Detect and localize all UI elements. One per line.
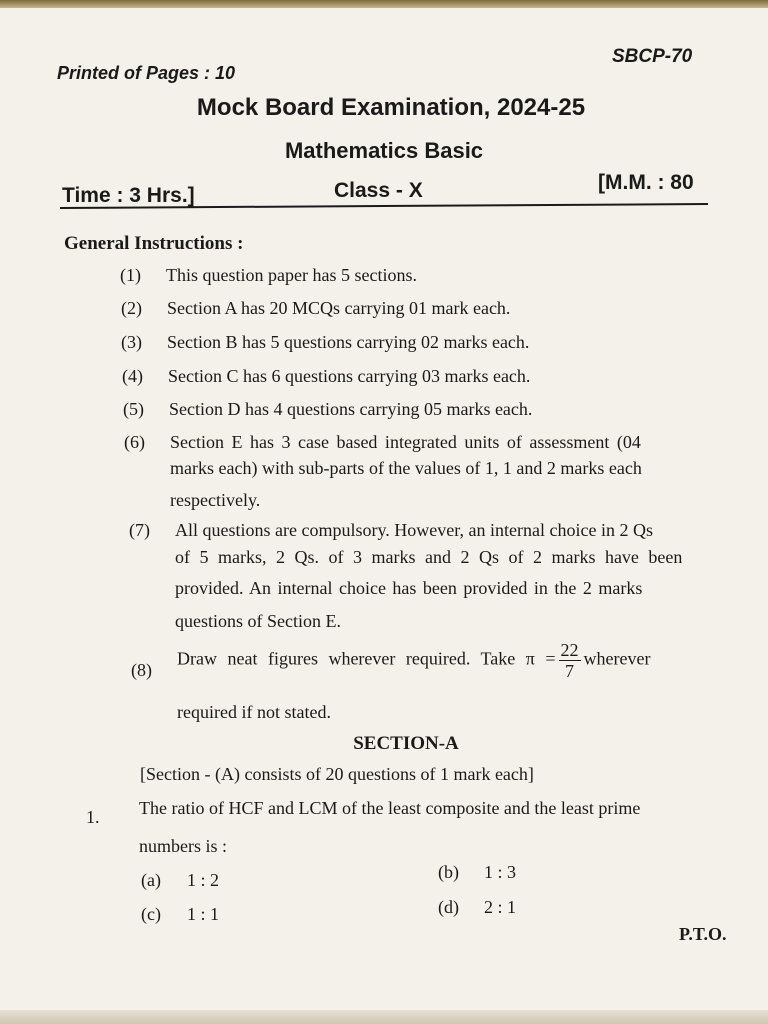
printed-pages: Printed of Pages : 10 — [57, 63, 236, 83]
instruction-number: (2) — [121, 298, 142, 318]
page-top-edge — [0, 0, 768, 8]
instruction-text: Section B has 5 questions carrying 02 marks each. — [167, 332, 530, 352]
instruction-text: This question paper has 5 sections. — [166, 265, 417, 285]
instruction-number: (1) — [120, 265, 141, 285]
instruction-text: wherever — [583, 648, 651, 669]
instruction-text: Section D has 4 questions carrying 05 marks each. — [169, 399, 533, 419]
section-a-title: SECTION-A — [353, 733, 459, 754]
instruction-text: Section A has 20 MCQs carrying 01 mark each. — [167, 298, 511, 318]
option-d: (d) 2 : 1 — [438, 897, 517, 917]
instruction-number: (7) — [129, 520, 150, 540]
option-a: (a) 1 : 2 — [141, 870, 220, 890]
exam-time: Time : 3 Hrs.] — [62, 184, 195, 207]
pto-label: P.T.O. — [679, 924, 727, 944]
instruction-text-continued: questions of Section E. — [175, 611, 341, 631]
exam-title: Mock Board Examination, 2024-25 — [196, 94, 586, 121]
instruction-text-continued: provided. An internal choice has been provided in the 2 marks — [175, 578, 643, 598]
question-text: The ratio of HCF and LCM of the least composite and the least prime — [139, 798, 641, 818]
max-marks: [M.M. : 80 — [598, 171, 694, 194]
question-number: 1. — [86, 807, 100, 827]
option-b: (b) 1 : 3 — [438, 862, 517, 882]
subject-title: Mathematics Basic — [284, 138, 484, 163]
instruction-number: (8) — [131, 660, 152, 680]
instruction-number: (5) — [123, 399, 144, 419]
instruction-text: All questions are compulsory. However, an internal choice in 2 Qs — [175, 520, 653, 540]
paper-code: SBCP-70 — [612, 46, 693, 67]
exam-class: Class - X — [334, 179, 423, 202]
instruction-number: (4) — [122, 366, 143, 386]
instruction-text-continued: of 5 marks, 2 Qs. of 3 marks and 2 Qs of 2 marks have been — [175, 547, 683, 567]
question-text-continued: numbers is : — [139, 836, 227, 856]
pi-fraction: $\frac{22}{7}$ — [560, 640, 579, 681]
instruction-text: Draw neat figures wherever required. Take π = — [177, 648, 556, 669]
option-c: (c) 1 : 1 — [141, 904, 220, 924]
instruction-text-continued: respectively. — [170, 490, 261, 510]
instruction-number: (3) — [121, 332, 142, 352]
instruction-text-continued: marks each) with sub-parts of the values of 1, 1 and 2 marks each — [170, 458, 642, 478]
section-a-note: [Section - (A) consists of 20 questions of 1 mark each] — [140, 764, 534, 784]
instruction-text-pi — [177, 640, 650, 681]
page-bottom-edge — [0, 1010, 768, 1024]
instructions-heading: General Instructions : — [64, 233, 244, 254]
instruction-number: (6) — [124, 432, 145, 452]
instruction-text-continued: required if not stated. — [177, 702, 331, 722]
instruction-text: Section E has 3 case based integrated units of assessment (04 — [170, 432, 641, 452]
instruction-text: Section C has 6 questions carrying 03 marks each. — [168, 366, 531, 386]
